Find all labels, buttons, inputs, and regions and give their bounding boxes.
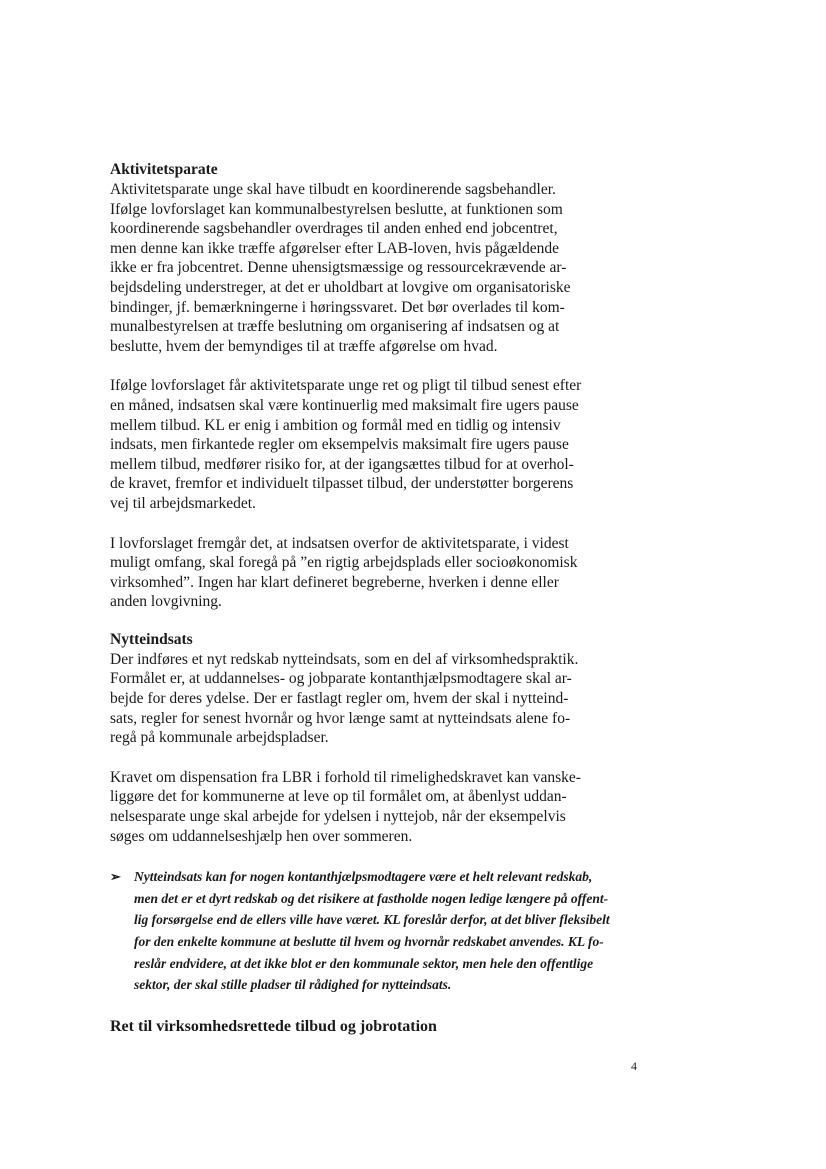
text-line: men denne kan ikke træffe afgørelser efter LAB-loven, hvis pågældende — [110, 239, 560, 257]
section-heading-nytteindsats: Nytteindsats — [110, 630, 193, 648]
text-line: Ifølge lovforslaget får aktivitetsparate unge ret og pligt til tilbud senest efter — [110, 377, 582, 395]
text-line: Nytteindsats kan for nogen kontanthjælpsmodtagere være et helt relevant redskab, — [134, 869, 593, 885]
paragraph-nytteindsats-1 — [110, 650, 650, 748]
arrow-bullet-icon: ➢ — [110, 869, 121, 885]
text-line: sektor, der skal stille pladser til rådighed for nytteindsats. — [134, 977, 452, 993]
text-line: liggøre det for kommunerne at leve op til formålet om, at åbenlyst uddan- — [110, 788, 567, 806]
text-line: ikke er fra jobcentret. Denne uhensigtsmæssige og ressourcekrævende ar- — [110, 259, 567, 277]
text-line: vej til arbejdsmarkedet. — [110, 494, 256, 512]
text-line: beslutte, hvem der bemyndiges til at træffe afgørelse om hvad. — [110, 337, 498, 355]
text-line: bindinger, jf. bemærkningerne i høringssvaret. Det bør overlades til kom- — [110, 298, 565, 316]
text-line: virksomhed”. Ingen har klart defineret begreberne, hverken i denne eller — [110, 573, 559, 591]
text-line: indsats, men firkantede regler om eksempelvis maksimalt fire ugers pause — [110, 436, 569, 454]
text-line: mellem tilbud, medfører risiko for, at der igangsættes tilbud for at overhol- — [110, 455, 574, 473]
text-line: lig forsørgelse end de ellers ville have været. KL foreslår derfor, at det bliver fleksibelt — [134, 912, 610, 928]
text-line: nelsesparate unge skal arbejde for ydelsen i nyttejob, når der eksempelvis — [110, 808, 566, 826]
paragraph-nytteindsats-2 — [110, 768, 650, 846]
recommendation-bullet — [110, 866, 650, 996]
text-line: Der indføres et nyt redskab nytteindsats, som en del af virksomhedspraktik. — [110, 650, 579, 668]
text-line: bejde for deres ydelse. Der er fastlagt regler om, hvem der skal i nytteind- — [110, 690, 569, 708]
text-line: de kravet, fremfor et individuelt tilpasset tilbud, der understøtter borgerens — [110, 475, 574, 493]
text-line: Formålet er, at uddannelses- og jobparate kontanthjælpsmodtagere skal ar- — [110, 670, 572, 688]
text-line: mellem tilbud. KL er enig i ambition og formål med en tidlig og intensiv — [110, 416, 561, 434]
document-page — [110, 160, 650, 1038]
text-line: Kravet om dispensation fra LBR i forhold til rimelighedskravet kan vanske- — [110, 768, 581, 786]
text-line: munalbestyrelsen at træffe beslutning om organisering af indsatsen og at — [110, 318, 560, 336]
text-line: Aktivitetsparate unge skal have tilbudt en koordinerende sagsbehandler. — [110, 181, 556, 198]
text-line: koordinerende sagsbehandler overdrages til anden enhed end jobcentret, — [110, 220, 558, 238]
page-number: 4 — [631, 1059, 637, 1073]
paragraph-aktivitetsparate-2 — [110, 376, 650, 513]
text-line: for den enkelte kommune at beslutte til hvem og hvornår redskabet anvendes. KL fo- — [134, 934, 604, 949]
text-line: men det er et dyrt redskab og det risikere at fastholde nogen ledige længere på offent- — [134, 890, 609, 906]
text-line: muligt omfang, skal foregå på ”en rigtig arbejdsplads eller socioøkonomisk — [110, 554, 578, 572]
paragraph-aktivitetsparate-3 — [110, 534, 650, 612]
section-heading-aktivitetsparate: Aktivitetsparate — [110, 161, 218, 178]
text-line: sats, regler for senest hvornår og hvor længe samt at nytteindsats alene fo- — [110, 709, 571, 727]
text-line: søges om uddannelseshjælp hen over sommeren. — [110, 827, 413, 845]
text-line: Ifølge lovforslaget kan kommunalbestyrelsen beslutte, at funktionen som — [110, 200, 563, 218]
paragraph-aktivitetsparate-1 — [110, 180, 650, 356]
text-line: reslår endvidere, at det ikke blot er den kommunale sektor, men hele den offentlige — [134, 955, 594, 971]
text-line: I lovforslaget fremgår det, at indsatsen overfor de aktivitetsparate, i videst — [110, 534, 569, 552]
text-line: bejdsdeling understreger, at det er uholdbart at lovgive om organisatoriske — [110, 278, 571, 296]
section-heading-ret-til-virksomhedsrettede-tilbud: Ret til virksomhedsrettede tilbud og jobrotation — [110, 1017, 437, 1035]
text-line: en måned, indsatsen skal være kontinuerlig med maksimalt fire ugers pause — [110, 396, 579, 414]
text-line: regå på kommunale arbejdspladser. — [110, 729, 329, 747]
text-line: anden lovgivning. — [110, 593, 222, 611]
